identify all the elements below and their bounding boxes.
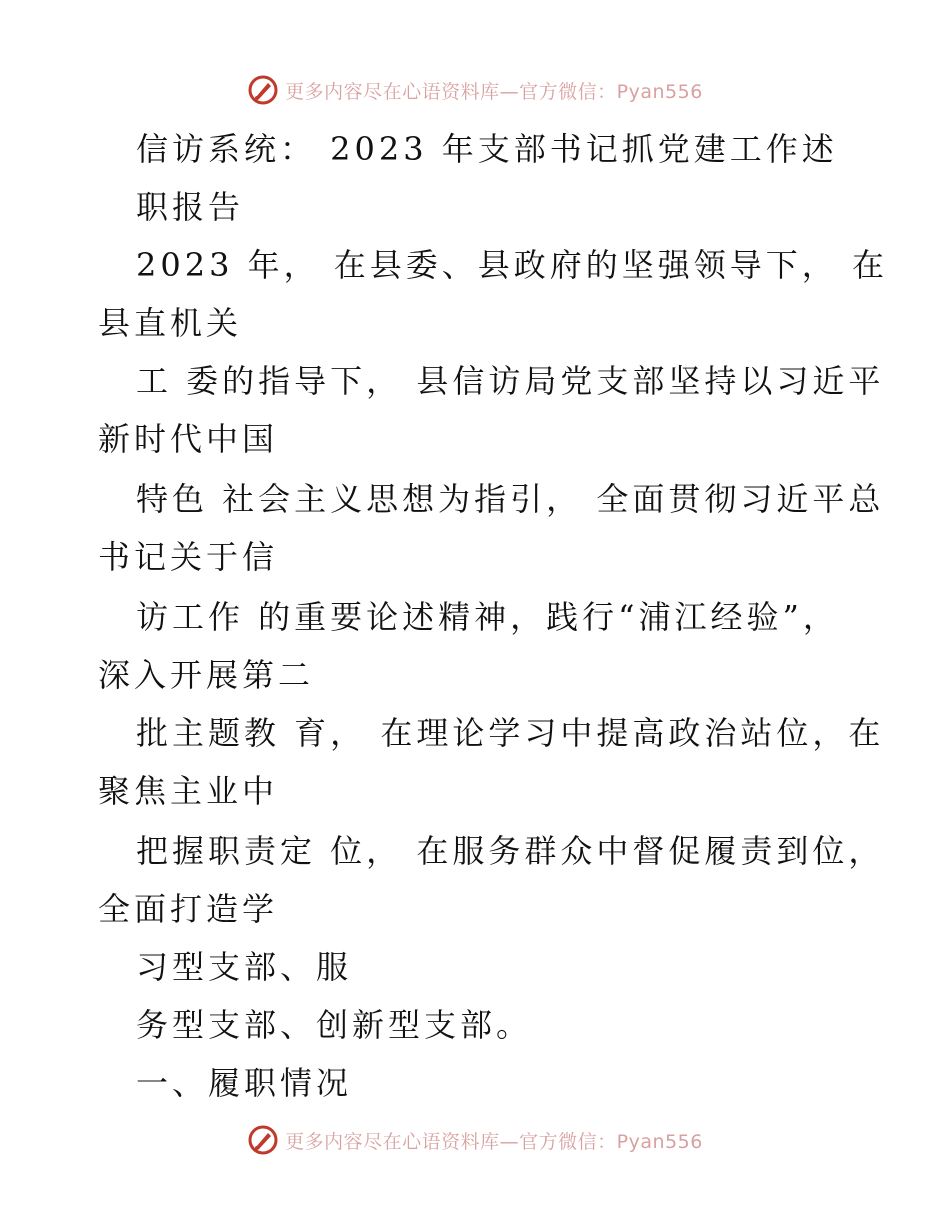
paragraph-line: 聚焦主业中 bbox=[98, 772, 279, 810]
paragraph-line: 县直机关 bbox=[98, 304, 243, 342]
paragraph-line: 深入开展第二 bbox=[98, 656, 315, 694]
paragraph-line: 工 委的指导下， 县信访局党支部坚持以习近平 bbox=[136, 362, 885, 400]
paragraph-line: 把握职责定 位， 在服务群众中督促履责到位， bbox=[136, 832, 885, 870]
title-line-2: 职报告 bbox=[136, 188, 245, 226]
paragraph-line: 务型支部、创新型支部。 bbox=[136, 1006, 533, 1044]
watermark-text: 更多内容尽在心语资料库—官方微信：Pyan556 bbox=[285, 1130, 703, 1153]
paragraph-line: 批主题教 育， 在理论学习中提高政治站位，在 bbox=[136, 714, 885, 752]
pen-logo-icon bbox=[247, 1124, 279, 1156]
pen-logo-icon bbox=[247, 74, 279, 106]
paragraph-line: 2023 年， 在县委、县政府的坚强领导下， 在 bbox=[136, 246, 888, 284]
footer-watermark bbox=[0, 1120, 950, 1160]
section-heading: 一、履职情况 bbox=[136, 1064, 353, 1102]
watermark-text: 更多内容尽在心语资料库—官方微信：Pyan556 bbox=[285, 80, 703, 103]
paragraph-line: 特色 社会主义思想为指引， 全面贯彻习近平总 bbox=[136, 480, 885, 518]
paragraph-line: 习型支部、服 bbox=[136, 948, 353, 986]
paragraph-line: 全面打造学 bbox=[98, 890, 279, 928]
paragraph-line: 新时代中国 bbox=[98, 420, 279, 458]
title-line-1: 信访系统： 2023 年支部书记抓党建工作述 bbox=[136, 130, 838, 168]
header-watermark bbox=[0, 70, 950, 110]
paragraph-line: 书记关于信 bbox=[98, 538, 279, 576]
paragraph-line: 访工作 的重要论述精神，践行“浦江经验”， bbox=[136, 598, 839, 636]
